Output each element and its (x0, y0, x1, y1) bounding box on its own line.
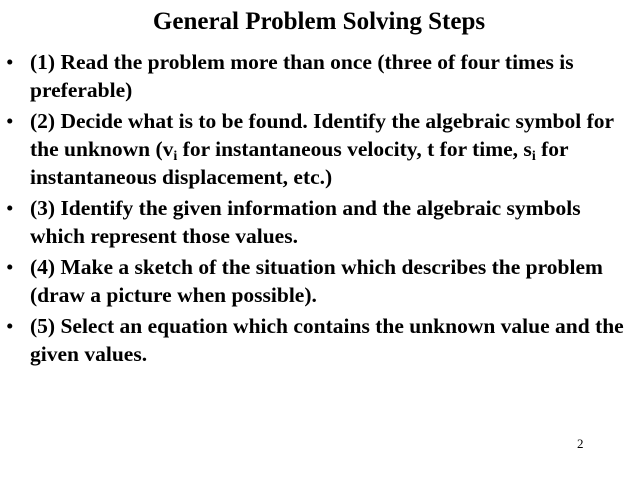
step-text-2-part-2: for instantaneous velocity, t for time, s (177, 137, 532, 161)
bullet-icon: • (6, 314, 14, 338)
step-text-1: (1) Read the problem more than once (three of four times is preferable) (30, 50, 574, 102)
step-text-3: (3) Identify the given information and the algebraic symbols which represent those values. (30, 196, 581, 248)
subscript-i: i (173, 149, 178, 164)
page-number: 2 (577, 436, 584, 451)
step-text-4: (4) Make a sketch of the situation which describes the problem (draw a picture when possible). (30, 255, 603, 307)
bullet-icon: • (6, 196, 14, 220)
bullet-icon: • (6, 109, 14, 133)
bullet-icon: • (6, 50, 14, 74)
step-text-2-part-1: (2) Decide what is to be found. Identify the algebraic symbol for the unknown (v (30, 109, 614, 161)
subscript-i: i (531, 149, 536, 164)
step-item-2 (0, 107, 638, 191)
slide-title: General Problem Solving Steps (152, 8, 486, 35)
step-item-3 (0, 194, 638, 250)
step-text-2 (30, 109, 614, 189)
step-text-2-part-3: for instantaneous displacement, etc.) (30, 137, 569, 189)
step-item-4 (0, 253, 638, 309)
step-item-1 (0, 48, 638, 104)
bullet-icon: • (6, 255, 14, 279)
steps-list (0, 48, 638, 371)
step-item-5 (0, 312, 638, 368)
step-text-5: (5) Select an equation which contains the unknown value and the given values. (30, 314, 624, 366)
